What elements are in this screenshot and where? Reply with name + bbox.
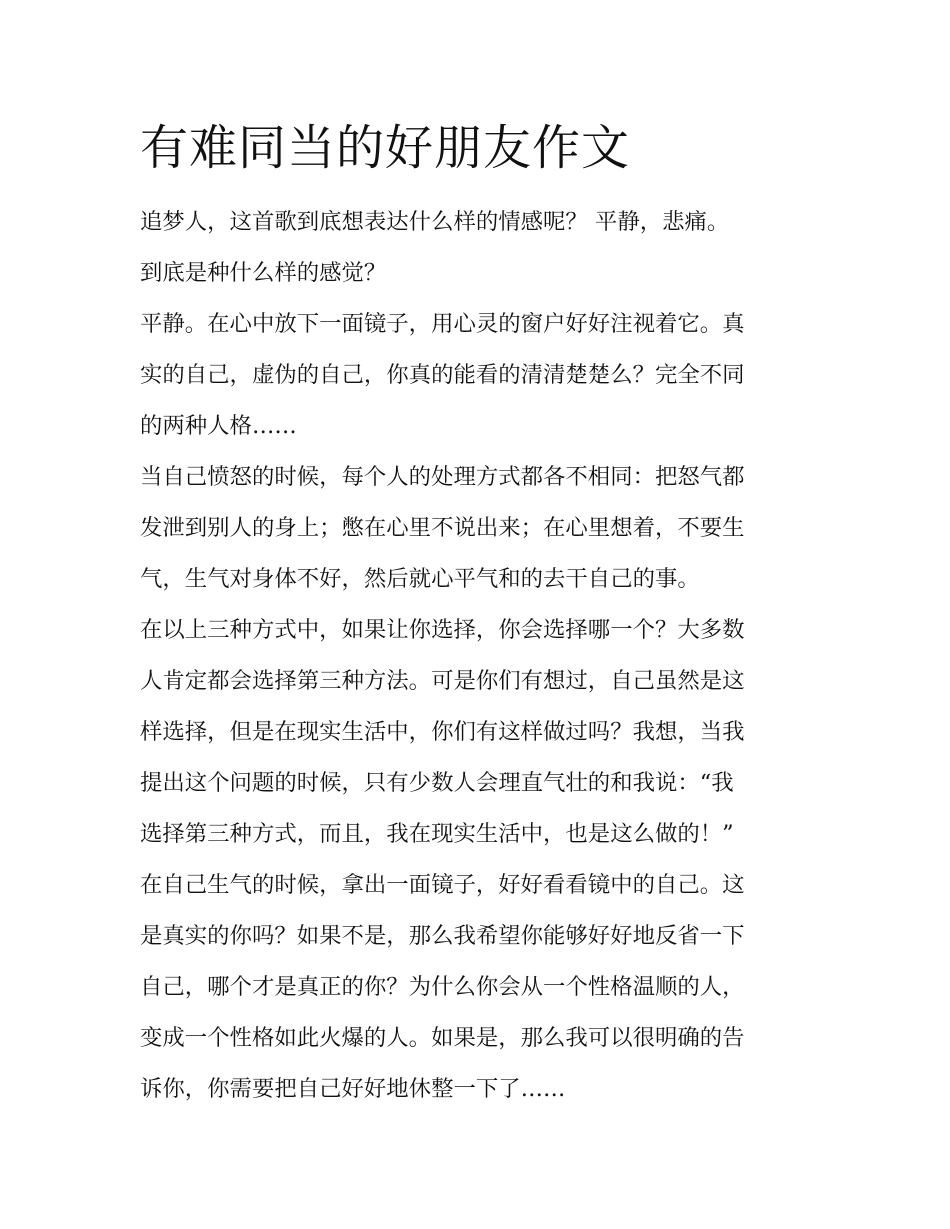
body-line-12: 提出这个问题的时候，只有少数人会理直气壮的和我说：“我 — [140, 770, 734, 796]
body-line-8: 气，生气对身体不好，然后就心平气和的去干自己的事。 — [140, 566, 700, 592]
body-line-1: 追梦人，这首歌到底想表达什么样的情感呢？ 平静，悲痛。 — [140, 209, 730, 235]
body-line-3: 平静。在心中放下一面镜子，用心灵的窗户好好注视着它。真 — [140, 311, 745, 337]
body-line-6: 当自己愤怒的时候，每个人的处理方式都各不相同：把怒气都 — [140, 464, 745, 490]
body-line-7: 发泄到别人的身上；憋在心里不说出来；在心里想着，不要生 — [140, 515, 745, 541]
document-title: 有难同当的好朋友作文 — [140, 120, 631, 176]
body-line-13: 选择第三种方式，而且，我在现实生活中，也是这么做的！” — [140, 821, 734, 847]
body-line-9: 在以上三种方式中，如果让你选择，你会选择哪一个？大多数 — [140, 617, 745, 643]
body-line-4: 实的自己，虚伪的自己，你真的能看的清清楚楚么？完全不同 — [140, 362, 745, 388]
body-line-15: 是真实的你吗？如果不是，那么我希望你能够好好地反省一下 — [140, 923, 745, 949]
body-line-18: 诉你，你需要把自己好好地休整一下了…… — [140, 1076, 566, 1102]
body-line-14: 在自己生气的时候，拿出一面镜子，好好看看镜中的自己。这 — [140, 872, 745, 898]
body-line-5: 的两种人格…… — [140, 413, 297, 439]
body-line-16: 自己，哪个才是真正的你？为什么你会从一个性格温顺的人， — [140, 974, 745, 1000]
body-line-17: 变成一个性格如此火爆的人。如果是，那么我可以很明确的告 — [140, 1025, 745, 1051]
body-line-2: 到底是种什么样的感觉？ — [140, 260, 387, 286]
body-line-11: 样选择，但是在现实生活中，你们有这样做过吗？我想，当我 — [140, 719, 745, 745]
body-line-10: 人肯定都会选择第三种方法。可是你们有想过，自己虽然是这 — [140, 668, 745, 694]
